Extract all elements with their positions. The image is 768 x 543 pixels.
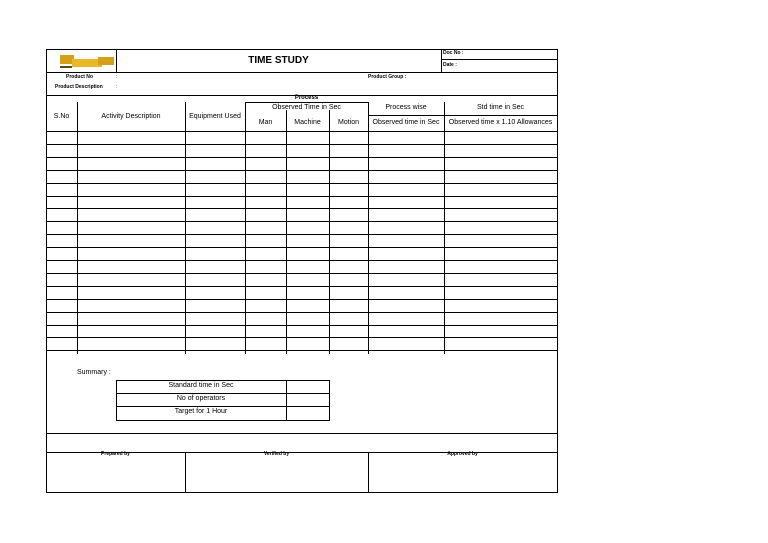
table-row	[46, 170, 557, 171]
table-row	[46, 221, 557, 222]
product-description-colon: :	[116, 84, 118, 90]
col-process-wise-sub: Observed time in Sec	[372, 119, 440, 126]
table-row	[46, 208, 557, 209]
col-activity: Activity Description	[101, 113, 161, 120]
summary-row-target: Target for 1 Hour	[174, 408, 228, 415]
date-label: Date :	[443, 62, 457, 68]
col-std-time-sub: Observed time x 1.10 Allowances	[448, 119, 553, 126]
col-process-wise: Process wise	[385, 104, 427, 111]
col-equipment: Equipment Used	[189, 113, 241, 120]
table-row	[46, 286, 557, 287]
process-label: Process	[294, 95, 319, 101]
col-machine: Machine	[294, 119, 321, 126]
table-row	[46, 183, 557, 184]
table-row	[46, 325, 557, 326]
table-row	[46, 337, 557, 338]
verified-by-label: Verified by	[263, 451, 290, 457]
approved-by-label: Approved by	[447, 451, 478, 457]
product-group-label: Product Group :	[368, 74, 407, 80]
table-row	[46, 312, 557, 313]
table-row	[46, 144, 557, 145]
summary-row-operators: No of operators	[176, 395, 226, 402]
table-row	[46, 247, 557, 248]
table-row	[46, 157, 557, 158]
doc-no-label: Doc No :	[443, 50, 464, 56]
company-logo-icon	[58, 52, 118, 70]
product-no-label: Product No	[66, 74, 93, 80]
table-row	[46, 273, 557, 274]
page-title: TIME STUDY	[248, 55, 309, 66]
col-std-time: Std time in Sec	[476, 104, 525, 111]
table-row	[46, 299, 557, 300]
product-no-colon: :	[116, 74, 118, 80]
table-row	[46, 196, 557, 197]
table-row	[46, 350, 557, 351]
col-sno: S.No	[53, 113, 70, 120]
table-row	[46, 234, 557, 235]
prepared-by-label: Prepared by	[101, 451, 130, 457]
time-study-sheet	[46, 49, 557, 492]
summary-label: Summary :	[77, 369, 111, 376]
product-description-label: Product Description	[55, 84, 103, 90]
summary-row-standard-time: Standard time in Sec	[168, 382, 234, 389]
col-motion: Motion	[337, 119, 359, 126]
observed-time-label: Observed Time in Sec	[272, 104, 341, 111]
table-row	[46, 260, 557, 261]
col-man: Man	[258, 119, 273, 126]
